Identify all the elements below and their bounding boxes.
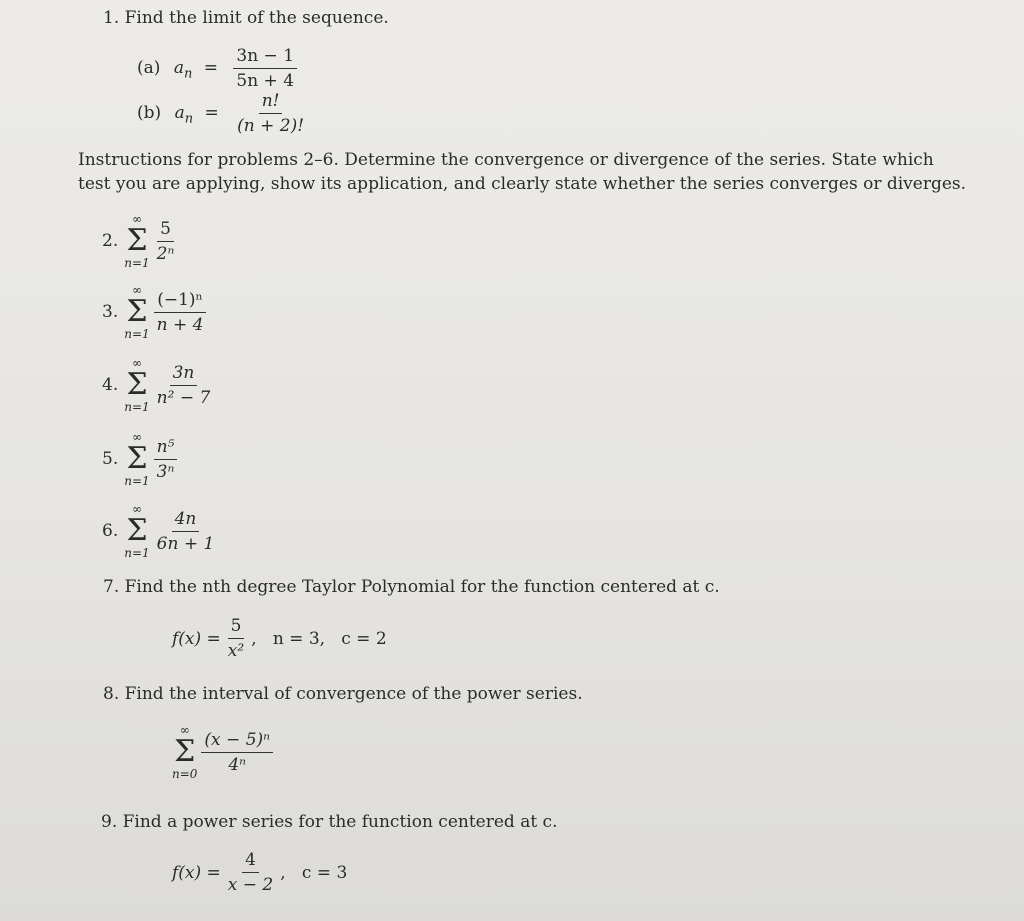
series-problem-4 <box>102 356 217 414</box>
sigma-upper: ∞ <box>131 283 142 297</box>
sigma-block <box>124 212 149 270</box>
sigma-block <box>124 430 149 488</box>
sigma-lower: n=1 <box>124 474 150 488</box>
sigma-icon: Σ <box>126 294 148 329</box>
problem-9-denominator: x − 2 <box>227 875 274 895</box>
problem-9-fraction <box>225 850 276 895</box>
problem-1-title: 1. Find the limit of the sequence. <box>103 8 389 28</box>
problem-1b <box>137 91 311 136</box>
series-denominator: 2ⁿ <box>156 243 175 264</box>
problem-8-denominator: 4ⁿ <box>228 754 247 775</box>
problem-1a-denominator: 5n + 4 <box>236 71 295 91</box>
sigma-icon: Σ <box>126 513 148 548</box>
series-fraction <box>154 437 178 482</box>
series-fraction <box>154 363 214 408</box>
problem-1a-sub: n <box>183 66 193 82</box>
problem-8-numerator: (x − 5)ⁿ <box>201 730 273 753</box>
problem-1b-lhs: a <box>174 103 185 123</box>
sigma-lower: n=1 <box>124 256 150 270</box>
problem-1a-lhs: a <box>173 58 184 78</box>
problem-8-title: 8. Find the interval of convergence of the power series. <box>103 684 583 704</box>
series-problem-6 <box>102 502 221 560</box>
series-numerator: 4n <box>172 509 200 532</box>
problem-label: 3. <box>102 302 119 322</box>
sigma-lower: n=1 <box>124 327 150 341</box>
problem-7-numerator: 5 <box>228 616 245 639</box>
sigma-upper: ∞ <box>179 723 190 737</box>
series-numerator: n⁵ <box>154 437 178 460</box>
problem-1b-denominator: (n + 2)! <box>237 116 305 136</box>
problem-9-function <box>172 850 347 895</box>
problem-label: 4. <box>102 375 119 395</box>
problem-1a-label: (a) <box>137 58 161 78</box>
problem-7-fraction <box>225 616 247 661</box>
sigma-block <box>124 356 149 414</box>
problem-7-lhs: f(x) = <box>172 628 221 649</box>
sigma-lower: n=1 <box>124 400 150 414</box>
problem-1a-numerator: 3n − 1 <box>233 46 297 69</box>
series-problem-2 <box>102 212 181 270</box>
sigma-icon: Σ <box>126 223 148 258</box>
problem-label: 6. <box>102 521 119 541</box>
problem-1b-equals: = <box>204 103 219 123</box>
problem-1a-equals: = <box>203 58 218 78</box>
series-problem-3 <box>102 283 210 341</box>
series-denominator: 6n + 1 <box>156 533 215 554</box>
sigma-lower: n=1 <box>124 546 150 560</box>
problem-9-params: , c = 3 <box>280 862 348 883</box>
instructions-line-2: test you are applying, show its application, and clearly state whether the series converges or diverges. <box>78 174 967 194</box>
problem-1a-fraction <box>233 46 297 91</box>
problem-7-params: , n = 3, c = 2 <box>251 628 387 649</box>
sigma-block <box>124 502 149 560</box>
series-numerator: (−1)ⁿ <box>154 290 206 313</box>
series-numerator: 5 <box>157 219 174 242</box>
series-denominator: 3ⁿ <box>156 461 175 482</box>
problem-1b-numerator: n! <box>259 91 283 114</box>
problem-9-lhs: f(x) = <box>172 862 221 883</box>
sigma-upper: ∞ <box>131 430 142 444</box>
sigma-block <box>124 283 149 341</box>
sigma-icon: Σ <box>126 367 148 402</box>
series-fraction <box>154 290 207 335</box>
sigma-lower: n=0 <box>172 767 198 781</box>
problem-7-function <box>172 616 387 661</box>
instructions-line-1: Instructions for problems 2–6. Determine the convergence or divergence of the series. State which <box>78 150 934 170</box>
series-fraction <box>154 509 218 554</box>
sigma-icon: Σ <box>174 734 196 769</box>
problem-label: 2. <box>102 231 119 251</box>
problem-8-fraction <box>201 730 273 775</box>
series-problem-5 <box>102 430 181 488</box>
series-denominator: n² − 7 <box>156 387 211 408</box>
problem-1b-fraction <box>234 91 307 136</box>
problem-label: 5. <box>102 449 119 469</box>
series-denominator: n + 4 <box>156 314 204 335</box>
problem-9-numerator: 4 <box>242 850 259 873</box>
problem-1a <box>137 46 301 91</box>
sigma-upper: ∞ <box>131 356 142 370</box>
problem-7-denominator: x² <box>227 641 245 661</box>
sigma-icon: Σ <box>126 441 148 476</box>
sigma-upper: ∞ <box>131 502 142 516</box>
sigma-upper: ∞ <box>131 212 142 226</box>
problem-7-title: 7. Find the nth degree Taylor Polynomial for the function centered at c. <box>103 577 720 597</box>
series-numerator: 3n <box>170 363 198 386</box>
series-fraction <box>154 219 178 264</box>
problem-8-series <box>172 723 277 781</box>
problem-1b-sub: n <box>184 111 194 127</box>
problem-9-title: 9. Find a power series for the function centered at c. <box>101 812 558 832</box>
sigma-block <box>172 723 197 781</box>
problem-1b-label: (b) <box>137 103 162 123</box>
